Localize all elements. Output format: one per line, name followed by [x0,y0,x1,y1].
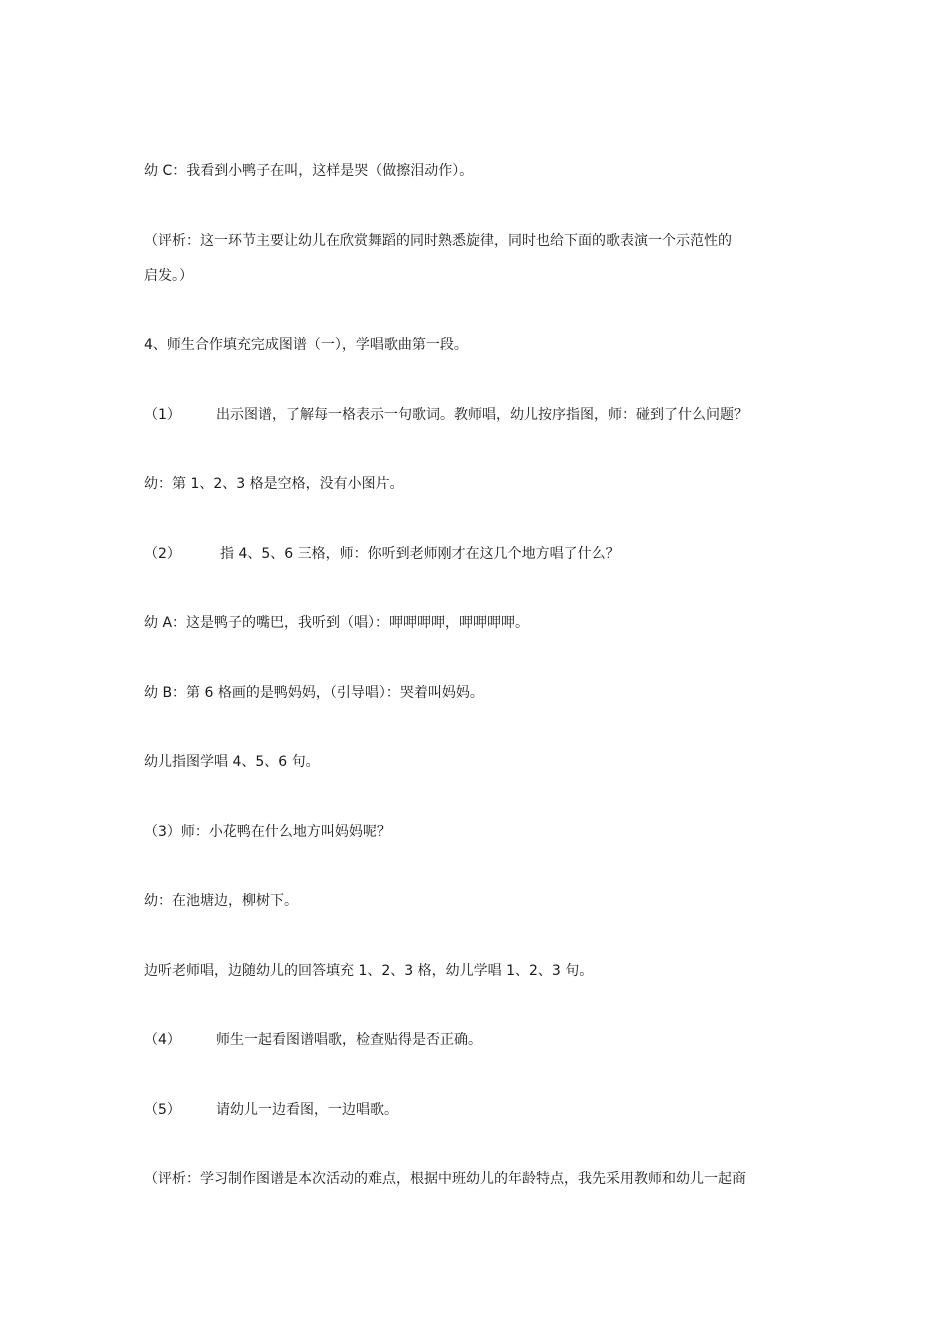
paragraph-commentary-1-line-1: （评析：这一环节主要让幼儿在欣赏舞蹈的同时熟悉旋律，同时也给下面的歌表演一个示范性的 [144,233,732,249]
item-text: 指 4、5、6 三格，师：你听到老师刚才在这几个地方唱了什么？ [220,546,620,562]
paragraph-item-5 [144,1100,824,1120]
paragraph-child-c-answer: 幼 C：我看到小鸭子在叫，这样是哭（做擦泪动作）。 [144,163,474,179]
paragraph-child-b-answer: 幼 B：第 6 格画的是鸭妈妈，（引导唱）：哭着叫妈妈。 [144,685,484,701]
paragraph-step-4-heading: 4、师生合作填充完成图谱（一），学唱歌曲第一段。 [144,337,468,353]
paragraph-sing-4-5-6: 幼儿指图学唱 4、5、6 句。 [144,754,320,770]
item-number: （4） [144,1032,181,1048]
item-number: （2） [144,546,181,562]
item-number: （1） [144,407,181,423]
paragraph-item-4 [144,1030,824,1050]
paragraph-commentary-2-line-1: （评析：学习制作图谱是本次活动的难点，根据中班幼儿的年龄特点，我先采用教师和幼儿一起商 [144,1171,746,1187]
paragraph-item-2 [144,544,824,564]
paragraph-fill-cells: 边听老师唱，边随幼儿的回答填充 1、2、3 格，幼儿学唱 1、2、3 句。 [144,963,594,979]
item-text: 师生一起看图谱唱歌，检查贴得是否正确。 [216,1032,482,1048]
paragraph-item-1 [144,405,824,425]
item-number: （5） [144,1102,181,1118]
paragraph-commentary-1-line-2: 启发。） [144,268,193,284]
item-text: 出示图谱，了解每一格表示一句歌词。教师唱，幼儿按序指图，师：碰到了什么问题？ [216,407,748,423]
paragraph-child-a-answer: 幼 A：这是鸭子的嘴巴，我听到（唱）：呷呷呷呷，呷呷呷呷。 [144,615,530,631]
paragraph-child-answer-pond: 幼：在池塘边，柳树下。 [144,893,298,909]
paragraph-child-answer-empty-cells: 幼：第 1、2、3 格是空格，没有小图片。 [144,476,404,492]
item-text: 请幼儿一边看图，一边唱歌。 [216,1102,398,1118]
paragraph-item-3: （3）师：小花鸭在什么地方叫妈妈呢？ [144,824,391,840]
